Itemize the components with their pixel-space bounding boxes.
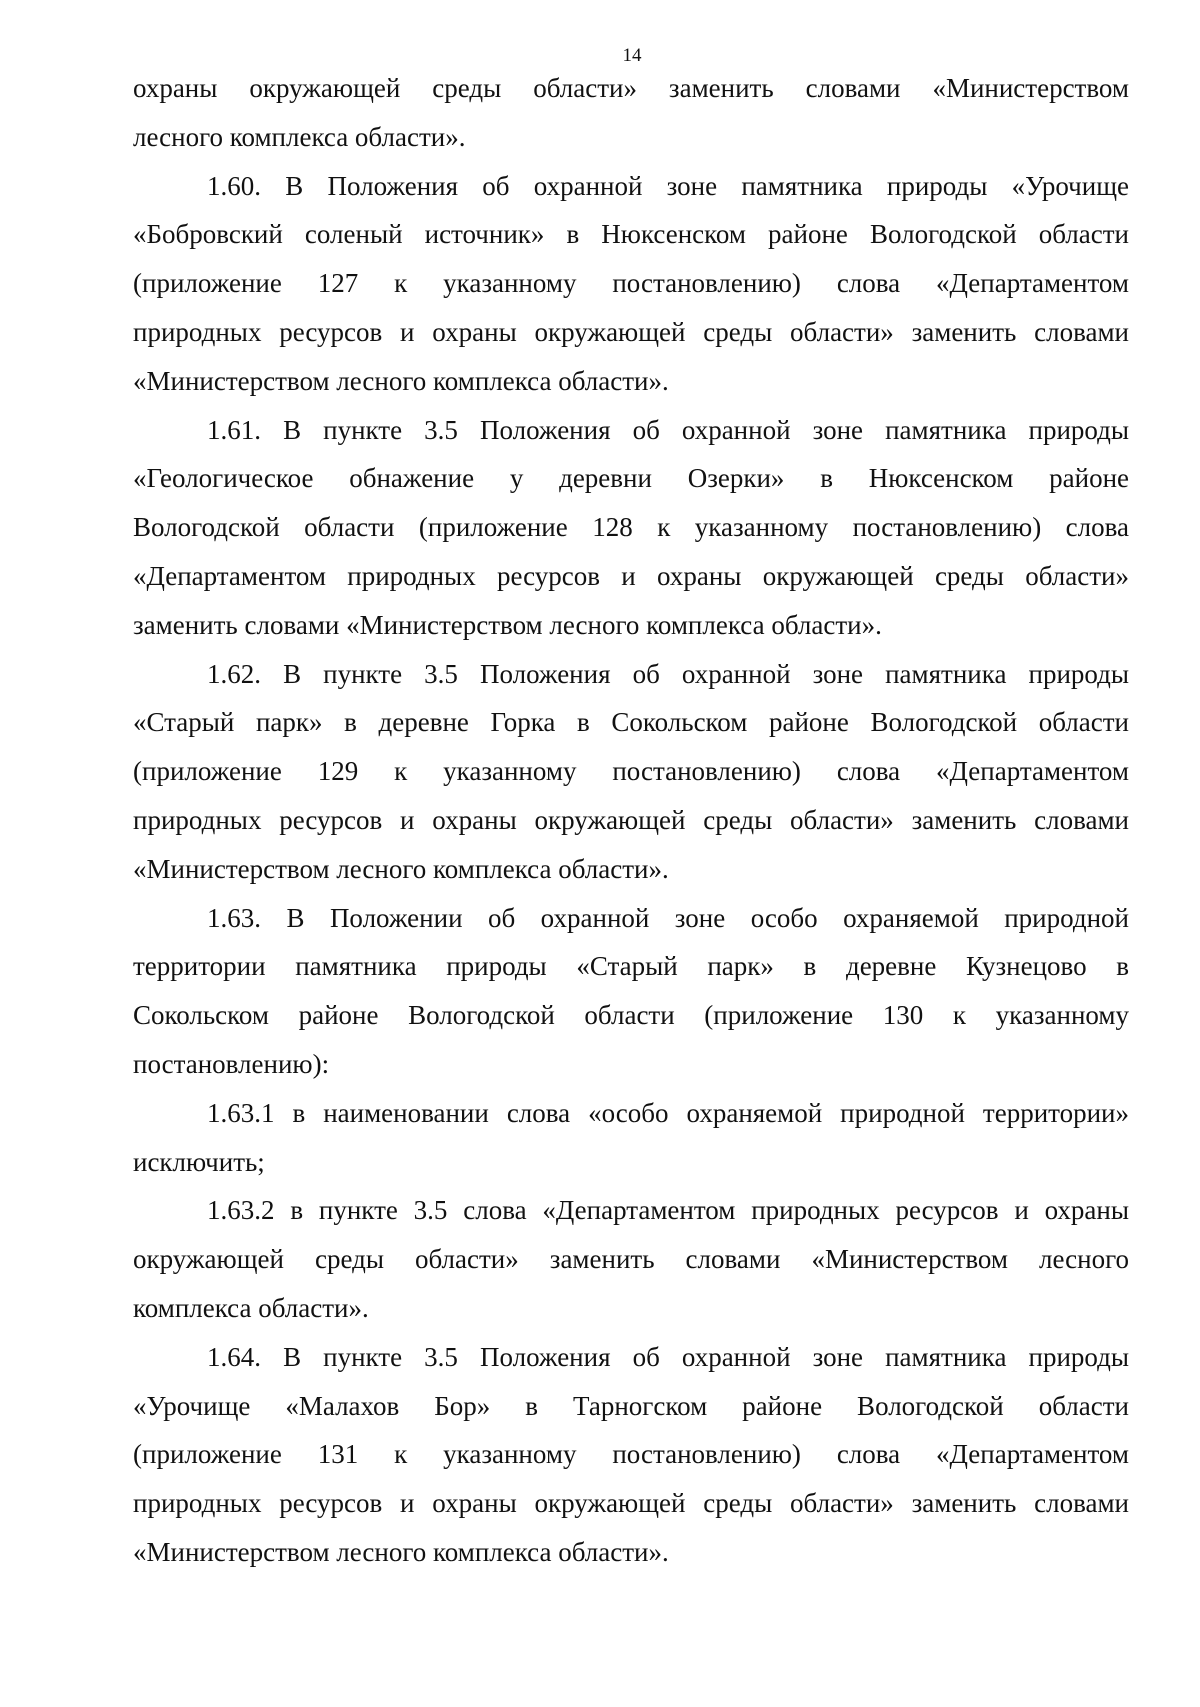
text-line: охраны окружающей среды области» заменить словами «Министерством [133, 73, 1129, 103]
text-line: (приложение 127 к указанному постановлению) слова «Департаментом [133, 268, 1129, 299]
text-line: (приложение 131 к указанному постановлению) слова «Департаментом [133, 1439, 1129, 1470]
text-line: 1.60. В Положения об охранной зоне памятника природы «Урочище [207, 170, 1129, 201]
text-line: 1.64. В пункте 3.5 Положения об охранной зоне памятника природы [207, 1341, 1129, 1372]
text-line: «Министерством лесного комплекса области». [133, 853, 669, 884]
text-line: «Старый парк» в деревне Горка в Сокольском районе Вологодской области [133, 707, 1129, 738]
paragraph-p-1-63-1 [133, 1089, 1129, 1187]
text-line: природных ресурсов и охраны окружающей среды области» заменить словами [133, 316, 1129, 347]
text-line: «Бобровский соленый источник» в Нюксенском районе Вологодской области [133, 219, 1129, 250]
text-line: постановлению): [133, 1048, 330, 1079]
paragraph-p-1-63 [133, 894, 1129, 1089]
document-body [133, 64, 1129, 1577]
text-line: 1.63.2 в пункте 3.5 слова «Департаментом природных ресурсов и охраны [207, 1195, 1129, 1226]
text-line: 1.63. В Положении об охранной зоне особо охраняемой природной [207, 902, 1129, 933]
text-line: комплекса области». [133, 1292, 369, 1323]
paragraph-p-continued [133, 64, 1129, 162]
text-line: Сокольском районе Вологодской области (приложение 130 к указанному [133, 1000, 1129, 1031]
text-line: «Министерством лесного комплекса области». [133, 1536, 669, 1567]
paragraph-p-1-64 [133, 1333, 1129, 1577]
text-line: 1.63.1 в наименовании слова «особо охраняемой природной территории» [207, 1097, 1129, 1128]
text-line: окружающей среды области» заменить словами «Министерством лесного [133, 1244, 1129, 1275]
text-line: (приложение 129 к указанному постановлению) слова «Департаментом [133, 756, 1129, 787]
text-line: территории памятника природы «Старый парк» в деревне Кузнецово в [133, 951, 1129, 982]
text-line: заменить словами «Министерством лесного комплекса области». [133, 609, 882, 640]
text-line: Вологодской области (приложение 128 к указанному постановлению) слова [133, 512, 1129, 543]
text-line: лесного комплекса области». [133, 121, 466, 152]
text-line: природных ресурсов и охраны окружающей среды области» заменить словами [133, 1488, 1129, 1519]
text-line: исключить; [133, 1146, 265, 1177]
text-line: «Министерством лесного комплекса области». [133, 365, 669, 396]
text-line: «Геологическое обнажение у деревни Озерки» в Нюксенском районе [133, 463, 1129, 494]
text-line: «Департаментом природных ресурсов и охраны окружающей среды области» [133, 560, 1129, 591]
text-line: природных ресурсов и охраны окружающей среды области» заменить словами [133, 804, 1129, 835]
text-line: 1.61. В пункте 3.5 Положения об охранной зоне памятника природы [207, 414, 1129, 445]
text-line: «Урочище «Малахов Бор» в Тарногском районе Вологодской области [133, 1390, 1129, 1421]
paragraph-p-1-62 [133, 650, 1129, 894]
page-number: 14 [622, 45, 642, 66]
text-line: 1.62. В пункте 3.5 Положения об охранной зоне памятника природы [207, 658, 1129, 689]
paragraph-p-1-63-2 [133, 1186, 1129, 1332]
paragraph-p-1-61 [133, 406, 1129, 650]
paragraph-p-1-60 [133, 162, 1129, 406]
